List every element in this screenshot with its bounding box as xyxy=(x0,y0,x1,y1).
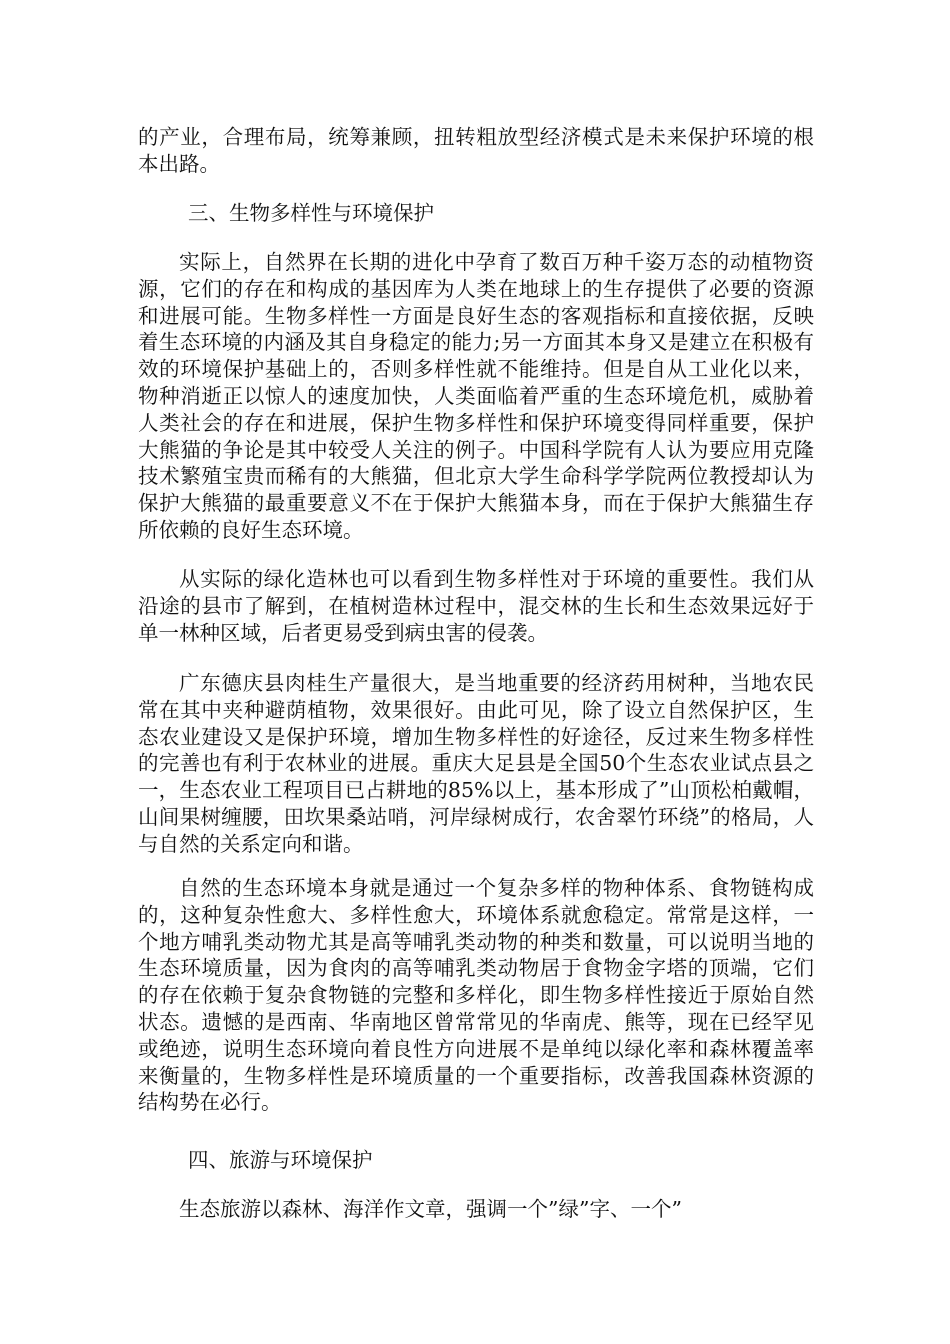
paragraph-biodiversity-intro: 实际上，自然界在长期的进化中孕育了数百万种千姿万态的动植物资源，它们的存在和构成的基因库为人类在地球上的生存提供了必要的资源和进展可能。生物多样性一方面是良好生态的客观指标和直接依据，反映着生态环境的内涵及其自身稳定的能力;另一方面其本身又是建立在积极有效的环境保护基础上的，否则多样性就不能维持。但是自从工业化以来，物种消逝正以惊人的速度加快，人类面临着严重的生态环境危机，威胁着人类社会的存在和进展，保护生物多样性和保护环境变得同样重要，保护大熊猫的争论是其中较受人关注的例子。中国科学院有人认为要应用克隆技术繁殖宝贵而稀有的大熊猫，但北京大学生命科学学院两位教授却认为保护大熊猫的最重要意义不在于保护大熊猫本身，而在于保护大熊猫生存所依赖的良好生态环境。 xyxy=(138,250,814,542)
paragraph-continuation: 的产业，合理布局，统筹兼顾，扭转粗放型经济模式是未来保护环境的根本出路。 xyxy=(138,125,814,176)
paragraph-eco-agriculture: 广东德庆县肉桂生产量很大，是当地重要的经济药用树种，当地农民常在其中夹种避荫植物，效果很好。由此可见，除了设立自然保护区，生态农业建设又是保护环境，增加生物多样性的好途径，反过来生物多样性的完善也有利于农林业的进展。重庆大足县是全国50个生态农业试点县之一，生态农业工程项目已占耕地的85%以上，基本形成了”山顶松柏戴帽，山间果树缠腰，田坎果桑站哨，河岸绿树成行，农舍翠竹环绕”的格局，人与自然的关系定向和谐。 xyxy=(138,671,814,856)
paragraph-afforestation: 从实际的绿化造林也可以看到生物多样性对于环境的重要性。我们从沿途的县市了解到，在植树造林过程中，混交林的生长和生态效果远好于单一林种区域，后者更易受到病虫害的侵袭。 xyxy=(138,567,814,645)
paragraph-eco-tourism: 生态旅游以森林、海洋作文章，强调一个”绿”字、一个” xyxy=(179,1197,682,1221)
section-heading-tourism: 四、旅游与环境保护 xyxy=(188,1148,373,1172)
section-heading-biodiversity: 三、生物多样性与环境保护 xyxy=(188,201,434,225)
paragraph-ecosystem-complexity: 自然的生态环境本身就是通过一个复杂多样的物种体系、食物链构成的，这种复杂性愈大、多样性愈大，环境体系就愈稳定。常常是这样，一个地方哺乳类动物尤其是高等哺乳类动物的种类和数量，可以说明当地的生态环境质量，因为食肉的高等哺乳类动物居于食物金字塔的顶端，它们的存在依赖于复杂食物链的完整和多样化，即生物多样性接近于原始自然状态。遗憾的是西南、华南地区曾常常见的华南虎、熊等，现在已经罕见或绝迹，说明生态环境向着良性方向进展不是单纯以绿化率和森林覆盖率来衡量的，生物多样性是环境质量的一个重要指标，改善我国森林资源的结构势在必行。 xyxy=(138,876,814,1115)
